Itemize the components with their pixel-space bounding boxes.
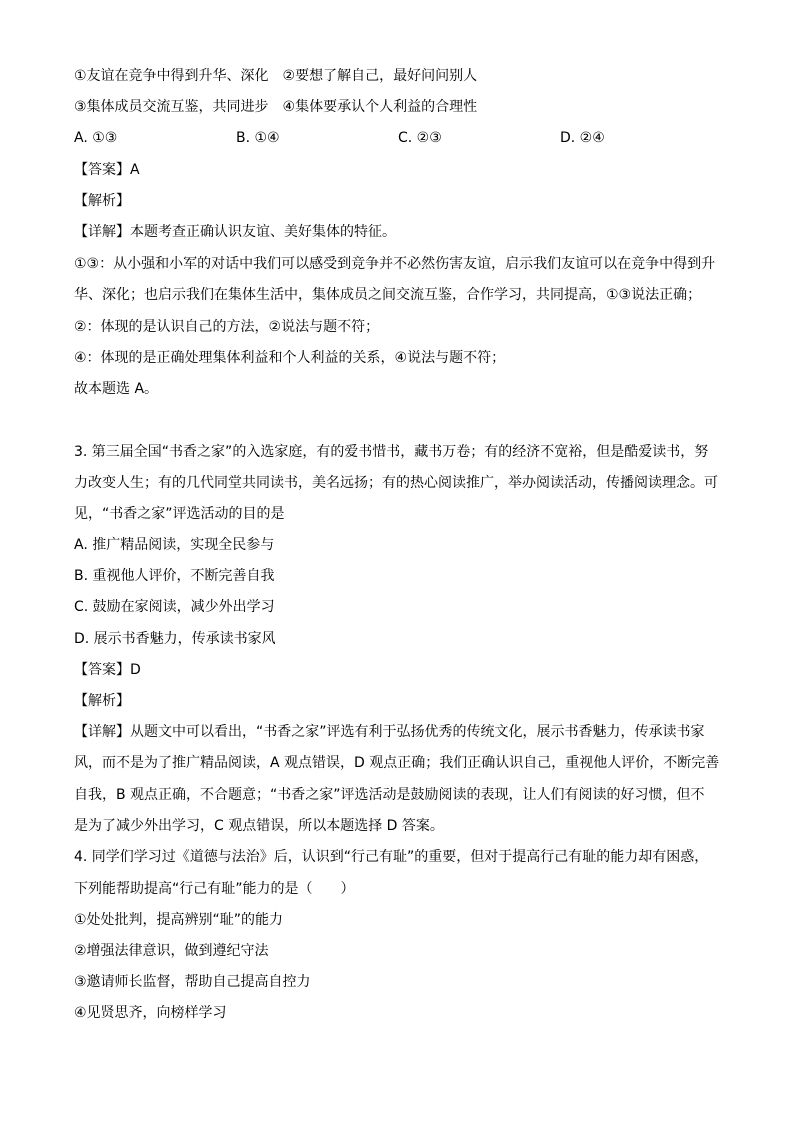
q4-statement-3: ③邀请师长监督，帮助自己提高自控力 <box>74 974 311 990</box>
q2-detail-line-3: 华、深化；也启示我们在集体生活中，集体成员之间交流互鉴，合作学习，共同提高，①③说法正确； <box>74 287 702 303</box>
q3-detail-line-2: 风，而不是为了推广精品阅读，A 观点错误，D 观点正确；我们正确认识自己，重视他人评价，不断完善 <box>74 755 720 771</box>
q2-analysis-heading: 【解析】 <box>74 193 130 209</box>
q3-option-a: A. 推广精品阅读，实现全民参与 <box>74 537 275 553</box>
q2-option-c: C. ②③ <box>398 130 442 146</box>
q2-option-b: B. ①④ <box>236 130 280 146</box>
q3-detail-line-1: 【详解】从题文中可以看出，“书香之家”评选有利于弘扬优秀的传统文化，展示书香魅力，传承读书家 <box>74 724 705 740</box>
q2-option-a: A. ①③ <box>74 130 118 146</box>
q2-statement-line-1: ①友谊在竞争中得到升华、深化 ②要想了解自己，最好问问别人 <box>74 68 478 84</box>
q3-option-b: B. 重视他人评价，不断完善自我 <box>74 568 275 584</box>
q3-stem-line-1: 3. 第三届全国“书香之家”的入选家庭，有的爱书惜书，藏书万卷；有的经济不宽裕，但是酷爱读书，努 <box>74 444 709 460</box>
q3-detail-line-3: 自我，B 观点正确，不合题意；“书香之家”评选活动是鼓励阅读的表现，让人们有阅读的好习惯，但不 <box>74 787 705 803</box>
q2-detail-line-1: 【详解】本题考查正确认识友谊、美好集体的特征。 <box>74 224 396 240</box>
q3-stem-line-3: 见，“书香之家”评选活动的目的是 <box>74 506 285 522</box>
q3-option-c: C. 鼓励在家阅读，减少外出学习 <box>74 599 275 615</box>
q2-detail-line-2: ①③：从小强和小军的对话中我们可以感受到竞争并不必然伤害友谊，启示我们友谊可以在竞争中得到升 <box>74 256 716 272</box>
q3-detail-line-4: 是为了减少外出学习，C 观点错误，所以本题选择 D 答案。 <box>74 818 444 834</box>
q3-option-d: D. 展示书香魅力，传承读书家风 <box>74 631 276 647</box>
q4-stem-line-1: 4. 同学们学习过《道德与法治》后，认识到“行己有耻”的重要，但对于提高行己有耻的能力却有困惑， <box>74 849 709 865</box>
q4-statement-2: ②增强法律意识，做到遵纪守法 <box>74 943 269 959</box>
q2-detail-line-4: ②：体现的是认识自己的方法，②说法与题不符； <box>74 319 380 335</box>
q4-statement-1: ①处处批判，提高辨别“耻”的能力 <box>74 912 284 928</box>
q4-statement-4: ④见贤思齐，向榜样学习 <box>74 1005 227 1021</box>
q3-answer: 【答案】D <box>74 662 141 678</box>
q3-stem-line-2: 力改变人生；有的几代同堂共同读书，美名远扬；有的热心阅读推广，举办阅读活动，传播阅读理念。可 <box>74 475 718 491</box>
q2-option-d: D. ②④ <box>560 130 605 146</box>
q2-answer: 【答案】A <box>74 162 140 178</box>
q2-detail-line-6: 故本题选 A。 <box>74 381 159 397</box>
q3-analysis-heading: 【解析】 <box>74 693 130 709</box>
q4-stem-line-2: 下列能帮助提高“行己有耻”能力的是（ ） <box>74 881 355 897</box>
q2-options <box>74 129 744 147</box>
q2-statement-line-2: ③集体成员交流互鉴，共同进步 ④集体要承认个人利益的合理性 <box>74 99 478 115</box>
q2-detail-line-5: ④：体现的是正确处理集体利益和个人利益的关系，④说法与题不符； <box>74 350 506 366</box>
